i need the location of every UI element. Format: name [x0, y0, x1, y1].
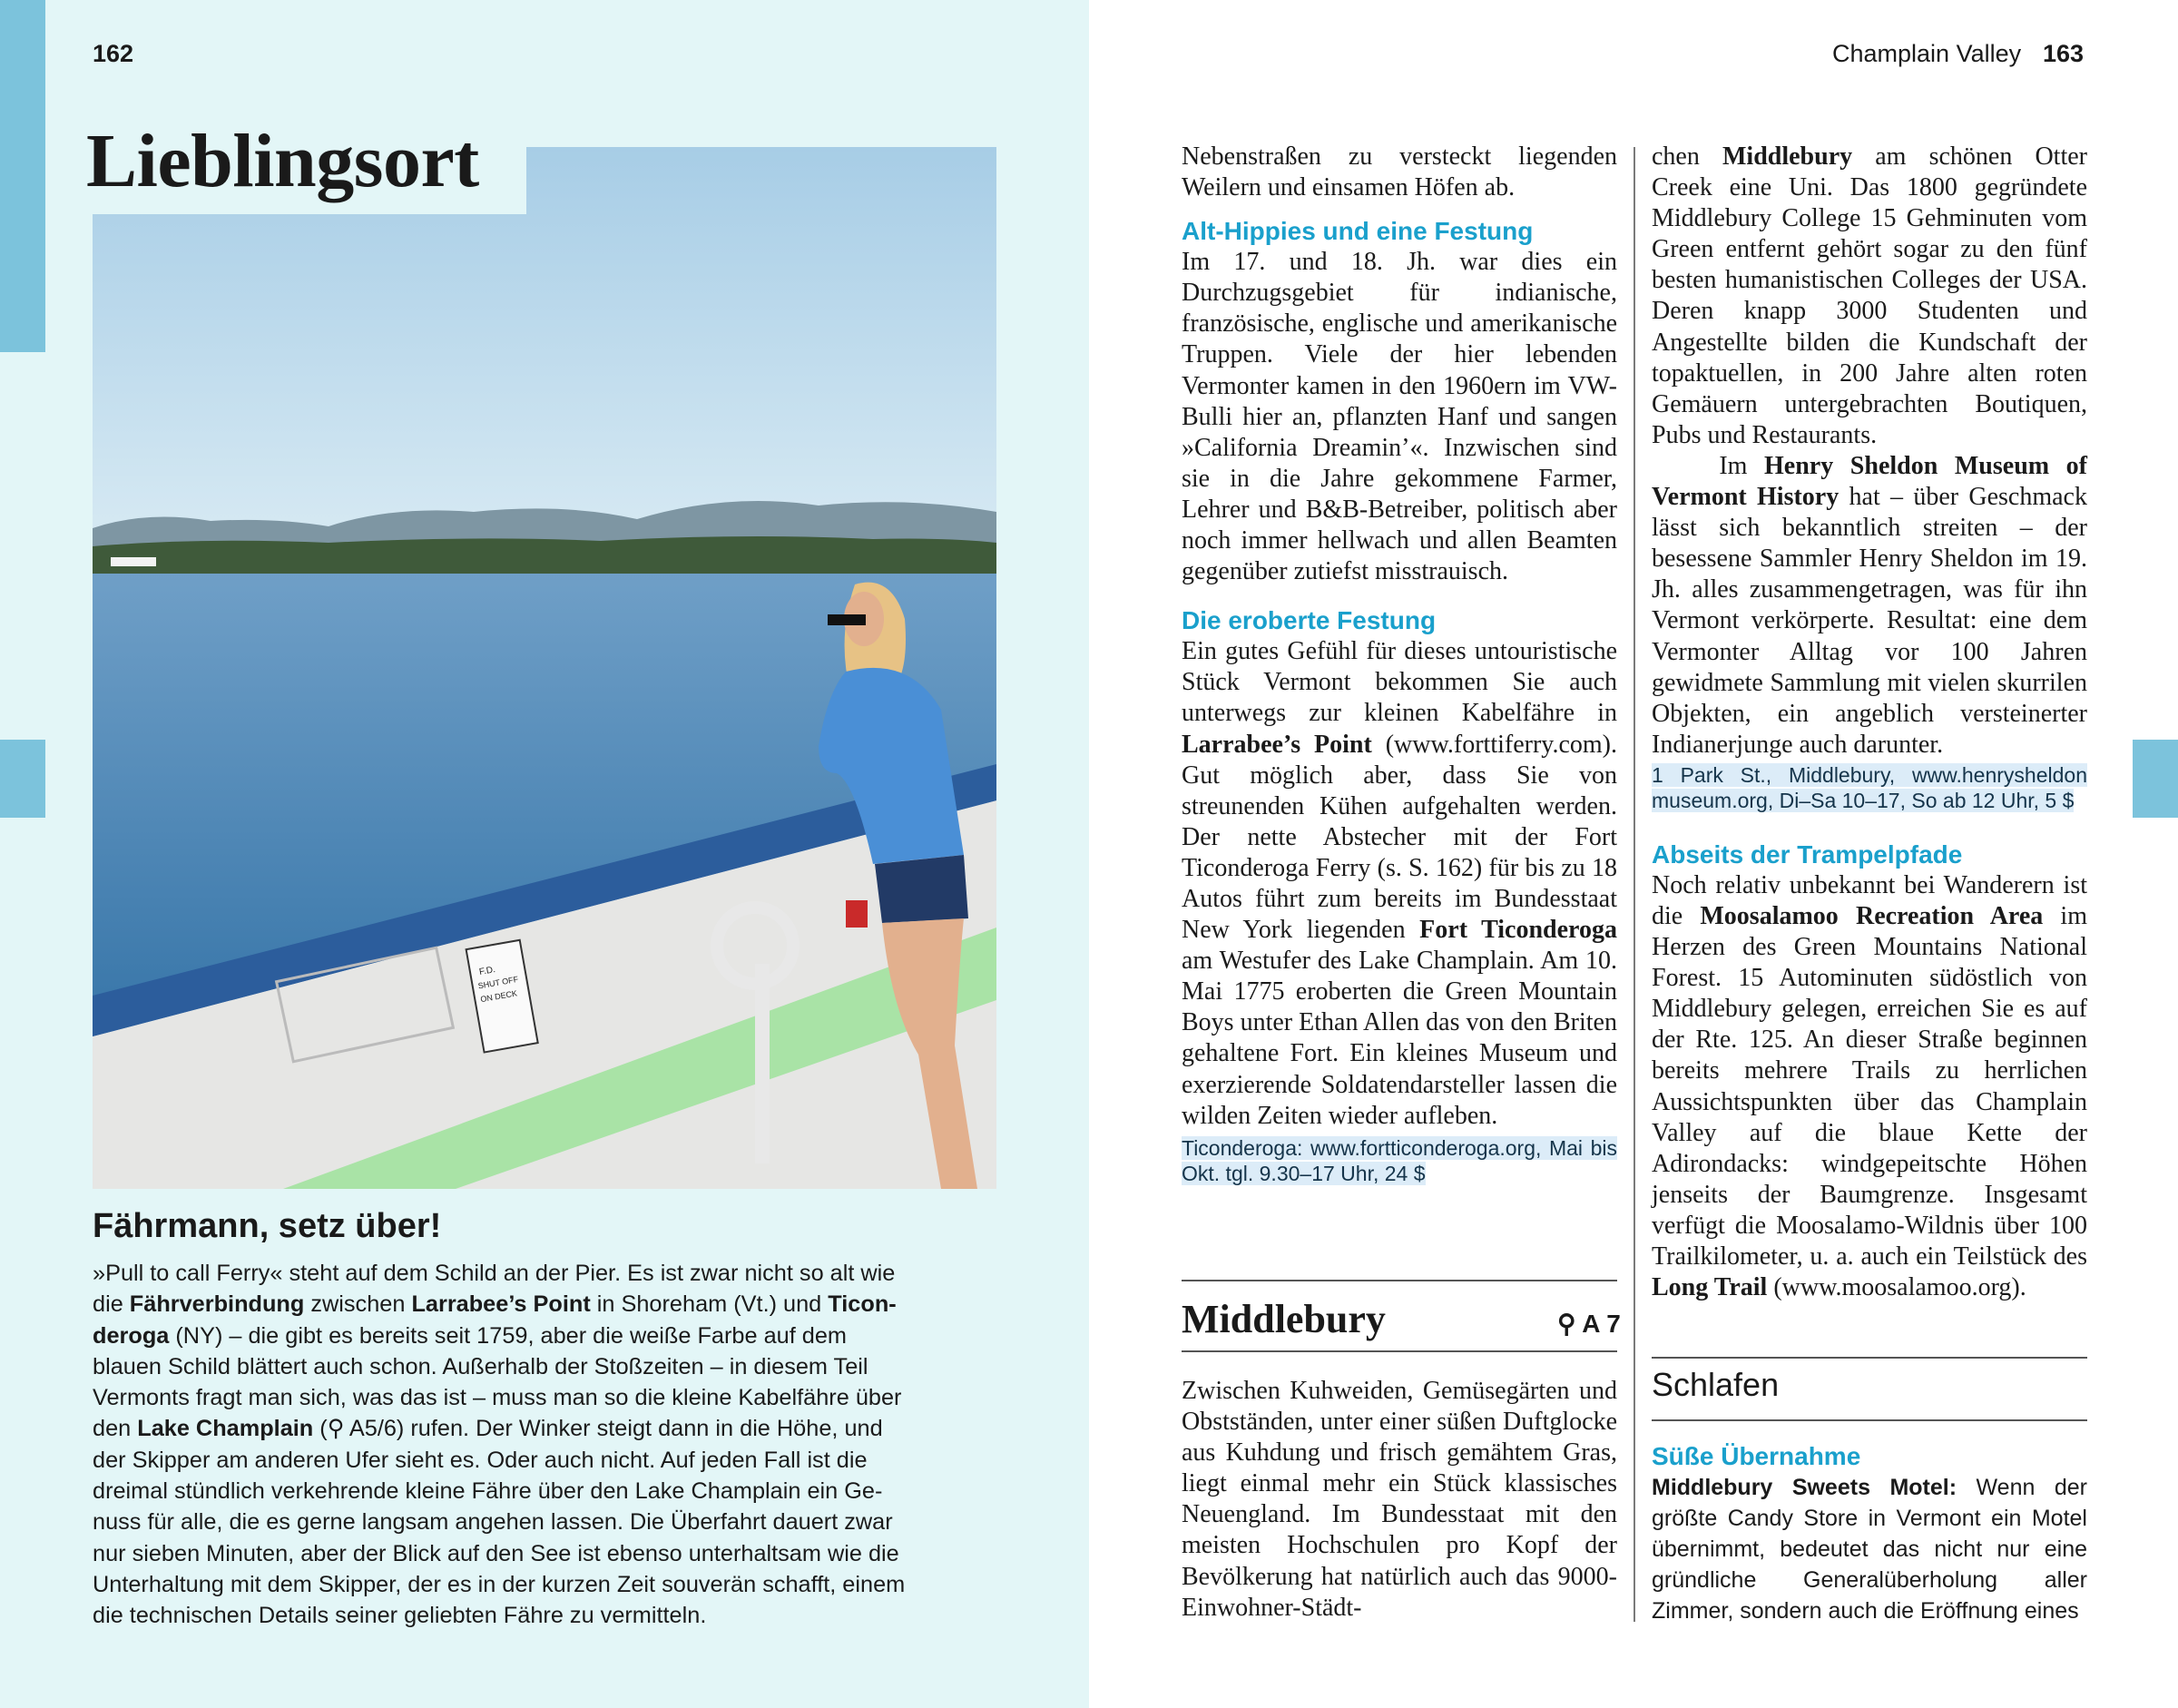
ferry-body-line: deroga (NY) – die gibt es bereits seit 1759, aber die weiße Farbe auf dem	[93, 1322, 847, 1349]
subheading-alt-hippies: Alt-Hippies und eine Festung	[1182, 217, 1534, 246]
section-title-middlebury: Middlebury	[1182, 1297, 1386, 1341]
ferry-photo	[93, 147, 996, 1189]
ferry-body-line: »Pull to call Ferry« steht auf dem Schild an der Pier. Es ist zwar nicht so alt wie	[93, 1261, 896, 1286]
map-pin-icon: ⚲	[1557, 1310, 1576, 1338]
ferry-body-line: Unterhaltung mit dem Skipper, der es in der kurzen Zeit souverän schafft, einem	[93, 1571, 906, 1597]
schlafen-text: Middlebury Sweets Motel: Wenn der größte Candy Store in Vermont ein Motel übernimmt, bedeutet das nicht nur eine gründliche Generalüberholung aller Zimmer, sondern auch die Eröffnung eines	[1652, 1475, 2087, 1624]
subheading-eroberte-festung: Die eroberte Festung	[1182, 606, 1437, 635]
column-divider	[1634, 147, 1635, 1622]
col2-paragraph-1: chen Middlebury am schönen Otter Creek eine Uni. Das 1800 gegründete Middlebury College 15 Gehminuten vom Green entfernt gehört sogar zu den fünf besten humanistischen Colleges der USA. Deren knapp 3000 Studenten und Angestellte bilden die Kundschaft der topaktuellen, in 200 Jahre alten roten Gemäuern untergebrachten Boutiquen, Pubs und Restaurants.	[1652, 142, 2087, 449]
svg-text:SHUT OFF: SHUT OFF	[476, 974, 519, 991]
page-number-left: 162	[93, 40, 134, 67]
ferry-body-line: nuss für alle, die es gerne langsam angehen lassen. Die Überfahrt dauert zwar	[93, 1509, 893, 1536]
rule-schlafen-bottom	[1652, 1419, 2087, 1421]
col1-paragraph-1: Im 17. und 18. Jh. war dies ein Durchzugsgebiet für indianische, französische, englische und amerikanische Truppen. Viele der hier lebenden Vermonter kamen in den 1960ern im VW-Bulli hier an, pflanzten Hanf und sangen »California Dreamin’«. Inzwischen sind sie in die Jahre gekommene Farmer, Lehrer und B&B-Betreiber, politisch aber noch immer hellwach und allen Beamten gegenüber zutiefst misstrauisch.	[1182, 248, 1617, 586]
column-2	[1652, 142, 2087, 1303]
col1-paragraph-2: Ein gutes Gefühl für dieses untouristische Stück Vermont bekommen Sie auch unterwegs zur kleinen Kabelfähre in Larrabee’s Point (www.forttiferry.com). Gut möglich aber, dass Sie von streunenden Kühen aufgehalten werden. Der nette Abstecher mit der Fort Ticonderoga Ferry (s. S. 162) für bis zu 18 Autos führt zum bereits im Bundesstaat New York liegenden Fort Ticonderoga am Westufer des Lake Champlain. Am 10. Mai 1775 eroberten die Green Mountain Boys unter Ethan Allen das von den Briten gehaltene Fort. Ein kleines Museum und exerzierende Soldatendarsteller lassen die wilden Zeiten wieder aufleben.	[1182, 637, 1617, 1130]
ferry-body-line: dreimal stündlich verkehrende kleine Fähre über den Lake Champlain ein Ge-	[93, 1478, 883, 1505]
subheading-abseits: Abseits der Trampelpfade	[1652, 839, 1963, 869]
ferry-body-line: der Skipper am anderen Ufer sieht es. Oder auch nicht. Auf jeden Fall ist die	[93, 1447, 868, 1473]
ferry-heading: Fährmann, setz über!	[93, 1207, 442, 1245]
rule-middlebury	[1182, 1280, 1617, 1281]
svg-text:ON DECK: ON DECK	[479, 988, 518, 1005]
page-number-right: 163	[2043, 40, 2085, 67]
ferry-body-line: nur sieben Minuten, aber der Blick auf den See ist ebenso unterhaltsam wie die	[93, 1540, 899, 1566]
feature-title: Lieblingsort	[86, 119, 479, 203]
schlafen-block	[1652, 1441, 2087, 1626]
info-ticonderoga: Ticonderoga: www.fortticonderoga.org, Mai bis Okt. tgl. 9.30–17 Uhr, 24 $	[1182, 1135, 1617, 1186]
ferry-body-text	[93, 1258, 964, 1632]
ferry-body-line: den Lake Champlain (⚲ A5/6) rufen. Der Winker steigt dann in die Höhe, und	[93, 1416, 883, 1442]
subheading-suesse-uebernahme: Süße Übernahme	[1652, 1442, 1861, 1470]
rule-middlebury-bottom	[1182, 1350, 1617, 1352]
thumb-tab-right	[2133, 740, 2178, 818]
col1-intro: Nebenstraßen zu versteckt liegenden Weilern und einsamen Höfen ab.	[1182, 142, 1617, 202]
running-head: Champlain Valley	[1832, 40, 2022, 67]
thumb-tab-top	[0, 0, 45, 352]
thumb-tab-middle	[0, 740, 45, 818]
col2-paragraph-2: Im Henry Sheldon Museum of Vermont History hat – über Geschmack lässt sich bekanntlich streiten – der besessene Sammler Henry Sheldon im 19. Jh. alles zusammengetragen, was für ihn Vermont verkörperte. Resultat: eine dem Vermonter Alltag vor 100 Jahren gewidmete Sammlung mit vielen skurrilen Objekten, ein angeblich versteinerter Indianerjunge auch darunter.	[1652, 451, 2088, 759]
section-title-schlafen: Schlafen	[1652, 1366, 1780, 1403]
col2-paragraph-3: Noch relativ unbekannt bei Wanderern ist die Moosalamoo Recreation Area im Herzen des Green Mountains National Forest. 15 Autominuten südöstlich von Middlebury gelegen, erreichen Sie es auf der Rte. 125. An dieser Straße beginnen bereits mehrere Trails zu herrlichen Aussichtspunkten über das Champlain Valley auf die blaue Kette der Adirondacks: windgepeitschte Höhen jenseits der Baumgrenze. Insgesamt verfügt die Moosalamo-Wildnis über 100 Trailkilometer, u. a. auch ein Teilstück des Long Trail (www.moosalamoo.org).	[1652, 870, 2087, 1302]
column-1	[1182, 142, 1617, 1187]
svg-text:F.D.: F.D.	[478, 965, 496, 977]
col1-paragraph-3: Zwischen Kuhweiden, Gemüsegärten und Obstständen, unter einer süßen Duftglocke aus Kuhdung und frisch gemähtem Gras, liegt einmal mehr ein Stück klassisches Neuengland. Im Bundesstaat mit den meisten Hochschulen pro Kopf der Bevölkerung hat natürlich auch das 9000-Einwohner-Städt-	[1182, 1377, 1617, 1622]
info-sheldon-museum: 1 Park St., Middlebury, www.henrysheldon museum.org, Di–Sa 10–17, So ab 12 Uhr, 5 $	[1652, 762, 2087, 813]
ferry-body-line: Vermonts fragt man sich, was das ist – muss man so die kleine Kabelfähre über	[93, 1385, 902, 1411]
rule-schlafen-top	[1652, 1357, 2087, 1359]
ferry-body-line: die technischen Details seiner geliebten Fähre zu vermitteln.	[93, 1603, 707, 1629]
ferry-body-line: die Fährverbindung zwischen Larrabee’s Point in Shoreham (Vt.) und Ticon-	[93, 1291, 897, 1318]
map-reference: ⚲ A 7	[1557, 1310, 1621, 1338]
ferry-body-line: blauen Schild blättert auch schon. Außerhalb der Stoßzeiten – in diesem Teil	[93, 1353, 868, 1379]
